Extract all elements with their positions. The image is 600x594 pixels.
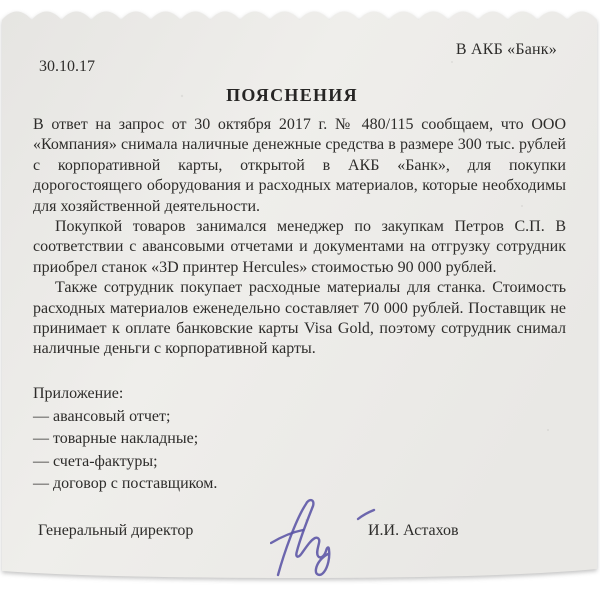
attachment-item: — товарные накладные; xyxy=(33,430,199,447)
signer-position: Генеральный директор xyxy=(38,522,194,539)
attachment-item: — авансовый отчет; xyxy=(33,407,171,425)
paragraph-2: Покупкой товаров занимался менеджер по закупкам Петров С.П. В соответствии с авансовыми отчетами и документами на отгрузку сотрудник приобрел станок «3D принтер Hercules» стоимостью 90 000 рублей. xyxy=(33,218,566,276)
handwritten-signature-icon xyxy=(270,495,380,580)
paragraph-1: В ответ на запрос от 30 октября 2017 г. № 480/115 сообщаем, что ООО «Компания» снимала наличные денежные средства в размере 300 тыс. рублей с корпоративной карты, открытой в АКБ «Банк», для покупки дорогостоящего оборудования и расходных материалов, которые необходимы для хозяйственной деятельности. xyxy=(33,116,566,215)
paragraph-3: Также сотрудник покупает расходные материалы для станка. Стоимость расходных материалов еженедельно составляет 70 000 рублей. Поставщик не принимает к оплате банковские карты Visa Gold, поэтому сотрудник снимал наличные деньги с корпоративной карты. xyxy=(33,279,566,358)
attachment-item: — счета-фактуры; xyxy=(33,452,158,470)
signer-name: И.И. Астахов xyxy=(368,522,459,539)
attachment-item: — договор с поставщиком. xyxy=(33,475,218,492)
attachments-section xyxy=(33,383,566,496)
letter-body xyxy=(33,115,566,360)
document-title: ПОЯСНЕНИЯ xyxy=(226,85,358,105)
document-date: 30.10.17 xyxy=(39,58,95,75)
attachments-label: Приложение: xyxy=(33,385,124,402)
recipient-line: В АКБ «Банк» xyxy=(455,41,557,58)
